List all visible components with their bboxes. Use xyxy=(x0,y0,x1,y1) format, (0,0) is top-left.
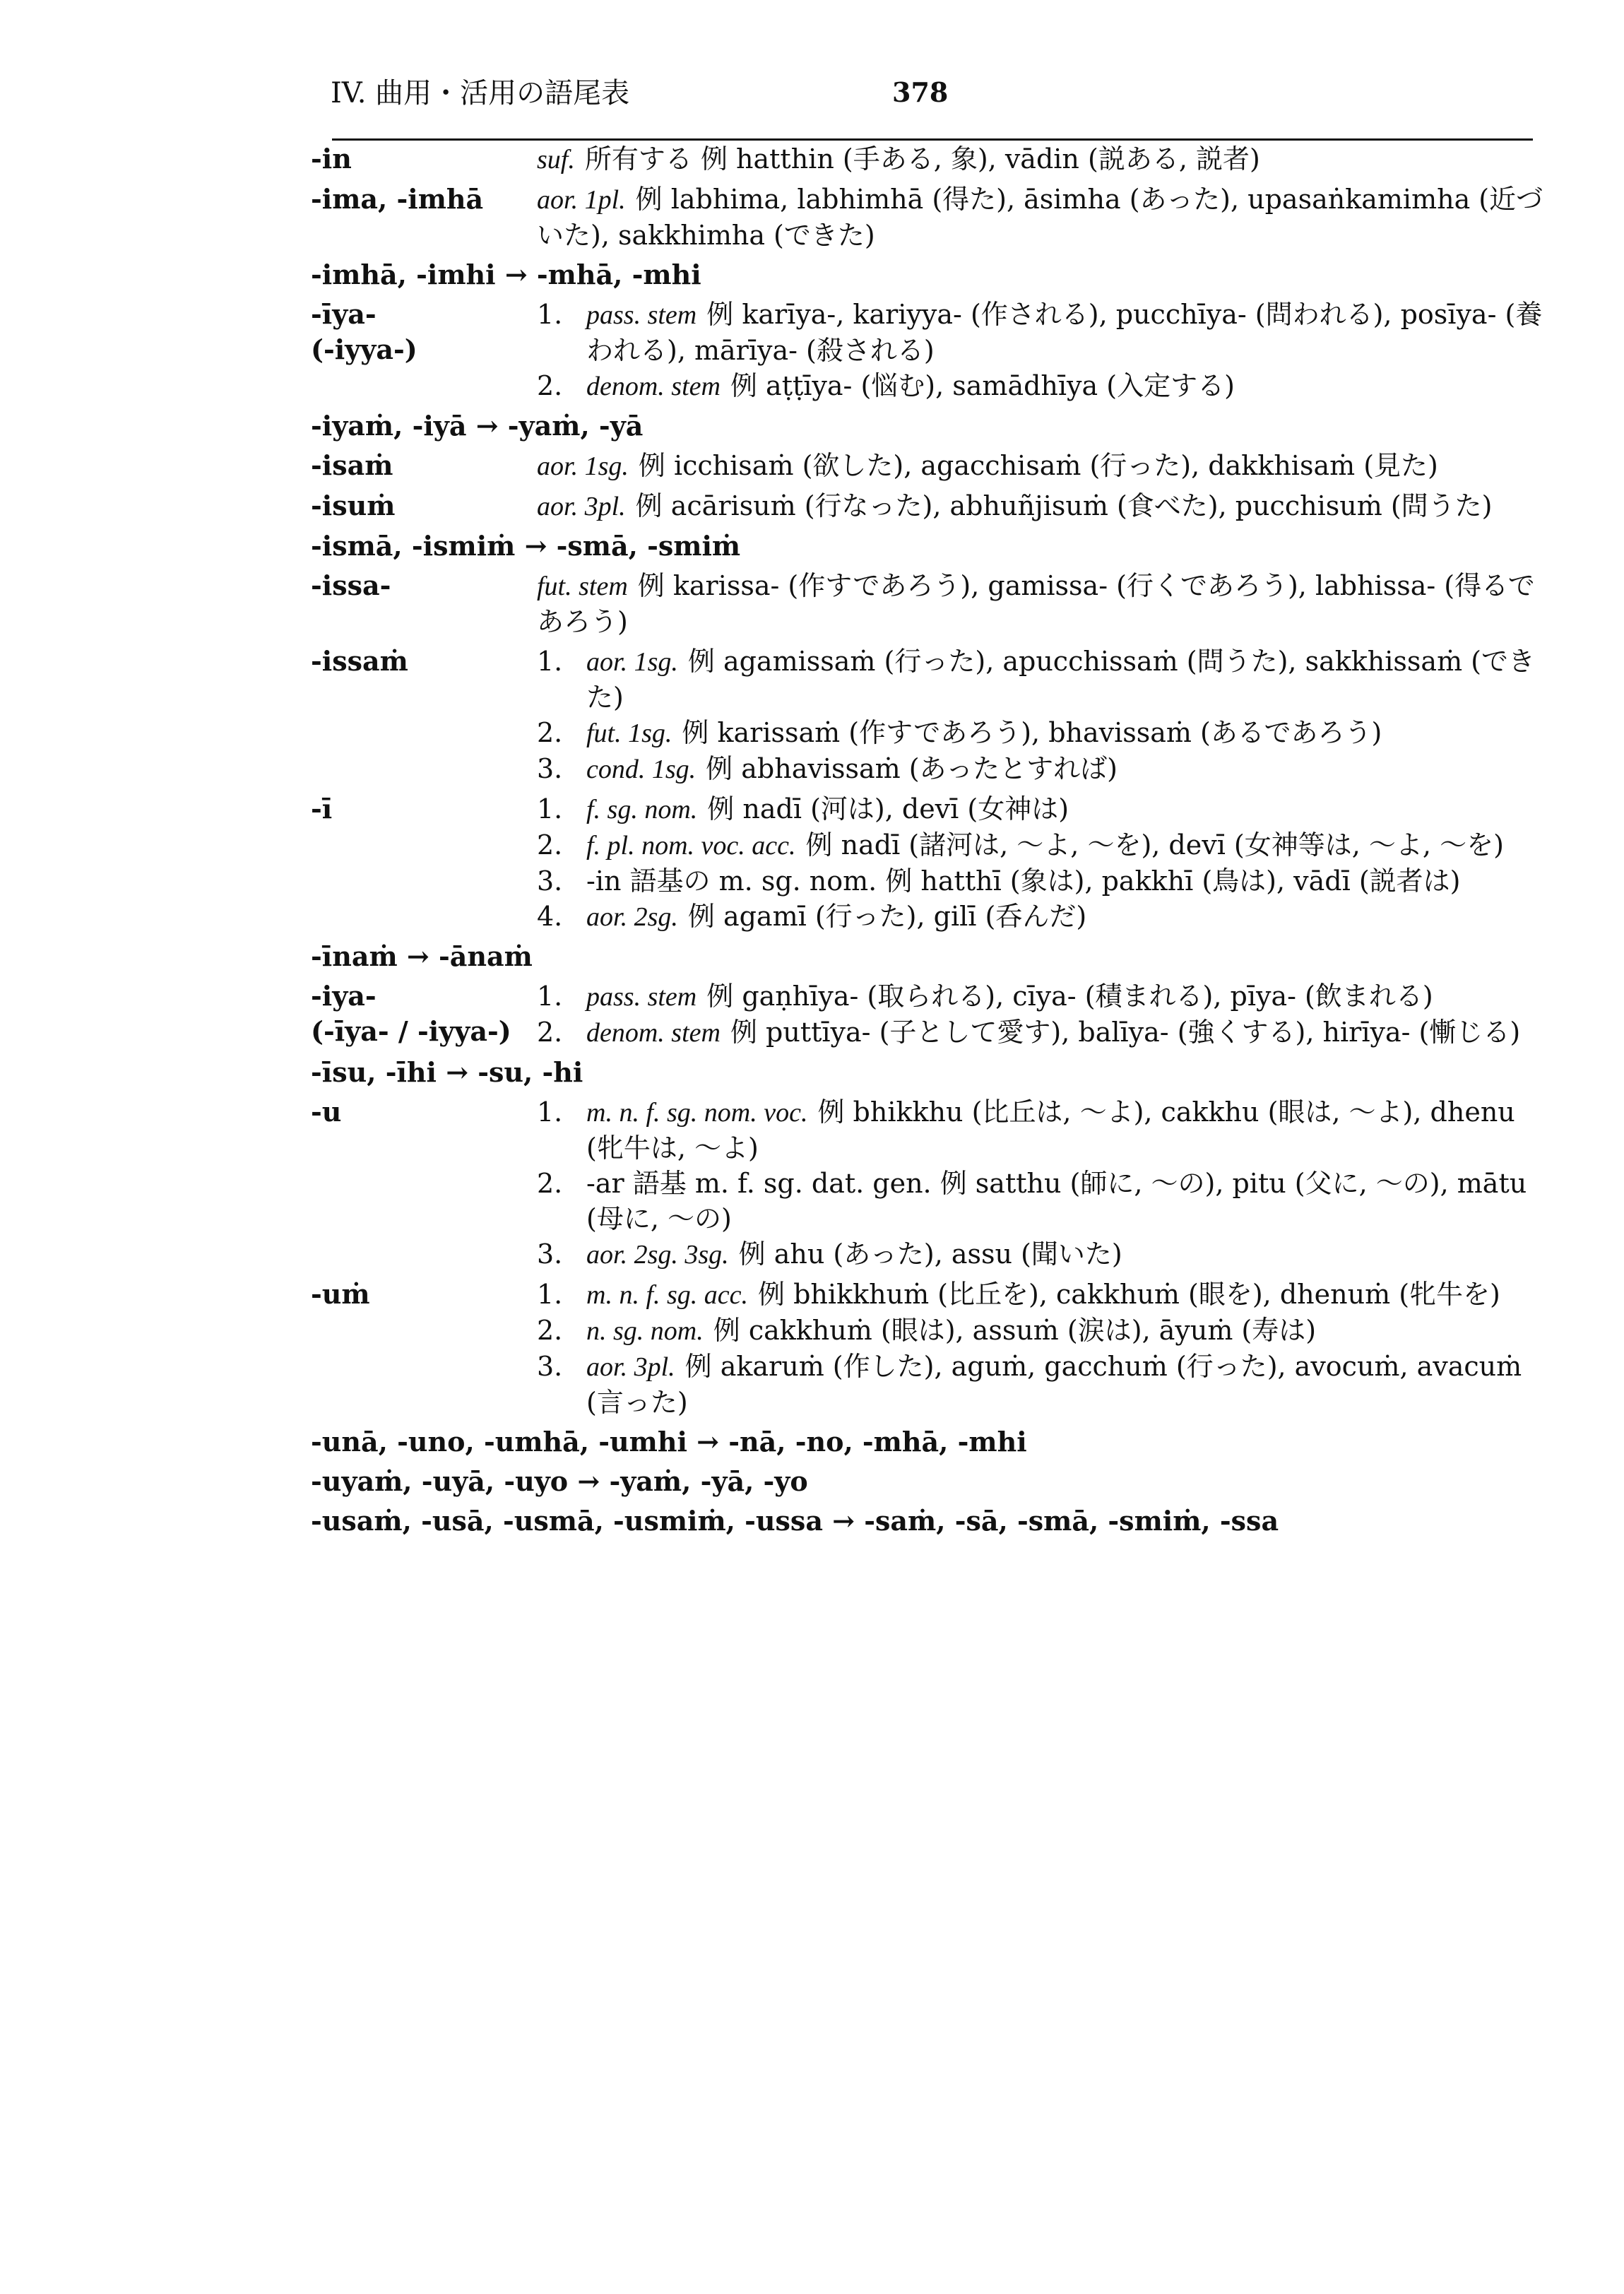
sense-text: 例 gaṇhīya- (取られる), cīya- (積まれる), pīya- (飲まれる) xyxy=(706,981,1433,1012)
grammar-label: fut. stem xyxy=(537,572,628,601)
grammar-label: aor. 1pl. xyxy=(537,185,626,215)
dictionary-entry xyxy=(311,141,1554,177)
sense-number: 3. xyxy=(537,865,563,897)
entry-sense xyxy=(537,827,1554,863)
entry-body xyxy=(537,141,1554,177)
sense-number: 1. xyxy=(537,1096,563,1128)
sense-text: 例 agamissaṁ (行った), apucchissaṁ (問うた), sakkhissaṁ (できた) xyxy=(586,646,1536,713)
entry-headword xyxy=(311,1094,341,1130)
sense-number: 2. xyxy=(537,829,563,861)
sense-text: 例 nadī (河は), devī (女神は) xyxy=(707,793,1069,824)
sense-number: 3. xyxy=(537,1238,563,1270)
grammar-label: suf. xyxy=(537,145,575,175)
entry-headword xyxy=(311,448,393,483)
headword-text: -issa- xyxy=(311,569,391,601)
grammar-label: fut. 1sg. xyxy=(586,719,672,748)
entry-body xyxy=(537,182,1554,253)
sense-text: 例 karissaṁ (作すであろう), bhavissaṁ (あるであろう) xyxy=(682,717,1382,748)
sense-number: 1. xyxy=(537,1279,563,1310)
entry-sense xyxy=(537,863,1554,899)
entry-sense xyxy=(537,141,1554,177)
entry-sense xyxy=(537,568,1554,639)
headword-text: -isuṁ xyxy=(311,490,396,521)
sense-text: 所有する 例 hatthin (手ある, 象), vādin (説ある, 説者) xyxy=(584,143,1260,175)
entry-headword-line: -īnaṁ → -ānaṁ xyxy=(311,940,533,972)
sense-number: 2. xyxy=(537,1017,563,1048)
entry-sense xyxy=(537,791,1554,827)
sense-text: 例 labhima, labhimhā (得た), āsimha (あった), upasaṅkamimha (近づいた), sakkhimha (できた) xyxy=(537,184,1543,251)
sense-number: 1. xyxy=(537,646,563,677)
entry-body xyxy=(537,791,1554,935)
sense-text: 例 ahu (あった), assu (聞いた) xyxy=(738,1238,1122,1270)
dictionary-entry xyxy=(311,644,1554,787)
entry-headword xyxy=(311,182,483,217)
dictionary-entry xyxy=(311,488,1554,524)
headword-text: -ī xyxy=(311,793,333,824)
grammar-label: n. sg. nom. xyxy=(586,1316,704,1346)
grammar-label: denom. stem xyxy=(586,372,721,401)
dictionary-entry xyxy=(311,979,1554,1051)
entry-body xyxy=(537,644,1554,787)
sense-text: -in 語基の m. sg. nom. 例 hatthī (象は), pakkhī (鳥は), vādī (説者は) xyxy=(586,865,1461,897)
dictionary-entry xyxy=(311,1424,1554,1460)
entry-sense xyxy=(537,1349,1554,1420)
grammar-label: pass. stem xyxy=(586,982,697,1012)
sense-text: 例 puttīya- (子として愛す), balīya- (強くする), hirīya- (慚じる) xyxy=(730,1017,1521,1048)
entry-headword-line: -iyaṁ, -iyā → -yaṁ, -yā xyxy=(311,410,644,442)
sense-number: 1. xyxy=(537,793,563,824)
sense-number: 2. xyxy=(537,370,563,401)
dictionary-entry xyxy=(311,1503,1554,1539)
entry-headword-line: -ismā, -ismiṁ → -smā, -smiṁ xyxy=(311,530,741,562)
sense-text: 例 icchisaṁ (欲した), agacchisaṁ (行った), dakkhisaṁ (見た) xyxy=(638,450,1438,481)
grammar-label: m. n. f. sg. nom. voc. xyxy=(586,1098,808,1128)
entry-headword xyxy=(311,1277,370,1312)
headword-variant: (-iyya-) xyxy=(311,333,417,365)
sense-text: 例 akaruṁ (作した), aguṁ, gacchuṁ (行った), avocuṁ, avacuṁ (言った) xyxy=(586,1351,1522,1418)
entry-headword xyxy=(311,979,511,1049)
grammar-label: aor. 2sg. 3sg. xyxy=(586,1240,729,1270)
entry-sense xyxy=(537,1277,1554,1313)
sense-number: 2. xyxy=(537,1168,563,1199)
entry-body xyxy=(537,297,1554,404)
sense-number: 3. xyxy=(537,753,563,784)
entry-headword xyxy=(311,791,332,827)
entry-headword-line: -imhā, -imhi → -mhā, -mhi xyxy=(311,259,701,290)
sense-number: 1. xyxy=(537,299,563,330)
headword-text: -ima, -imhā xyxy=(311,183,484,215)
entry-headword xyxy=(311,488,395,524)
section-title: IV. 曲用・活用の語尾表 xyxy=(331,77,630,110)
entry-body xyxy=(537,1277,1554,1420)
entry-sense xyxy=(537,1015,1554,1051)
headword-text: -u xyxy=(311,1096,342,1128)
grammar-label: aor. 3pl. xyxy=(537,492,626,521)
entry-headword-line: -īsu, -īhi → -su, -hi xyxy=(311,1056,583,1088)
entry-body xyxy=(537,979,1554,1051)
dictionary-entry xyxy=(311,297,1554,404)
page-header xyxy=(331,71,1531,120)
sense-text: 例 abhavissaṁ (あったとすれば) xyxy=(706,753,1118,784)
grammar-label: f. pl. nom. voc. acc. xyxy=(586,831,796,861)
headword-text: -uṁ xyxy=(311,1278,370,1310)
entry-sense xyxy=(537,899,1554,935)
entry-headword xyxy=(311,568,391,603)
entry-list xyxy=(311,141,1554,1543)
headword-text: -isaṁ xyxy=(311,449,393,481)
entry-sense xyxy=(537,1236,1554,1272)
grammar-label: aor. 3pl. xyxy=(586,1352,675,1382)
entry-headword-line: -usaṁ, -usā, -usmā, -usmiṁ, -ussa → -saṁ, -sā, -smā, -smiṁ, -ssa xyxy=(311,1505,1279,1537)
entry-sense xyxy=(537,488,1554,524)
dictionary-entry xyxy=(311,791,1554,935)
grammar-label: cond. 1sg. xyxy=(586,755,697,784)
entry-headword xyxy=(311,297,417,367)
sense-text: 例 cakkhuṁ (眼は), assuṁ (涙は), āyuṁ (寿は) xyxy=(713,1315,1317,1346)
headword-text: -in xyxy=(311,143,352,175)
dictionary-entry xyxy=(311,1094,1554,1272)
dictionary-entry xyxy=(311,1277,1554,1420)
entry-sense xyxy=(537,715,1554,751)
dictionary-entry xyxy=(311,448,1554,484)
entry-gap xyxy=(311,1539,1554,1543)
sense-number: 2. xyxy=(537,1315,563,1346)
entry-body xyxy=(537,1094,1554,1272)
headword-text: -īya- xyxy=(311,298,377,330)
sense-text: 例 bhikkhu (比丘は, ～よ), cakkhu (眼は, ～よ), dhenu (牝牛は, ～よ) xyxy=(586,1096,1515,1164)
sense-number: 4. xyxy=(537,901,563,932)
entry-sense xyxy=(537,1166,1554,1236)
grammar-label: aor. 2sg. xyxy=(586,902,678,932)
sense-number: 2. xyxy=(537,717,563,748)
sense-text: -ar 語基 m. f. sg. dat. gen. 例 satthu (師に, ～の), pitu (父に, ～の), mātu (母に, ～の) xyxy=(586,1168,1527,1234)
grammar-label: m. n. f. sg. acc. xyxy=(586,1280,749,1310)
entry-body xyxy=(537,448,1554,484)
headword-text: -iya- xyxy=(311,980,377,1012)
sense-text: 例 bhikkhuṁ (比丘を), cakkhuṁ (眼を), dhenuṁ (牝牛を) xyxy=(758,1279,1500,1310)
dictionary-entry xyxy=(311,1055,1554,1090)
sense-text: 例 karīya-, kariyya- (作される), pucchīya- (問われる), posīya- (養われる), mārīya- (殺される) xyxy=(586,299,1543,366)
page-number: 378 xyxy=(892,76,949,108)
header-rule xyxy=(332,138,1533,141)
dictionary-entry xyxy=(311,528,1554,564)
entry-sense xyxy=(537,1094,1554,1166)
grammar-label: denom. stem xyxy=(586,1018,721,1048)
dictionary-entry xyxy=(311,1464,1554,1499)
entry-sense xyxy=(537,1313,1554,1349)
sense-number: 1. xyxy=(537,981,563,1012)
entry-headword-line: -uyaṁ, -uyā, -uyo → -yaṁ, -yā, -yo xyxy=(311,1465,808,1497)
dictionary-entry xyxy=(311,939,1554,974)
entry-headword xyxy=(311,644,408,679)
entry-headword xyxy=(311,141,352,177)
grammar-label: pass. stem xyxy=(586,300,697,330)
headword-variant: (-īya- / -iyya-) xyxy=(311,1015,511,1047)
sense-text: 例 agamī (行った), gilī (呑んだ) xyxy=(687,901,1087,932)
grammar-label: aor. 1sg. xyxy=(586,647,678,677)
sense-text: 例 nadī (諸河は, ～よ, ～を), devī (女神等は, ～よ, ～を) xyxy=(805,829,1504,861)
entry-sense xyxy=(537,644,1554,715)
entry-sense xyxy=(537,751,1554,787)
entry-sense xyxy=(537,448,1554,484)
sense-text: 例 karissa- (作すであろう), gamissa- (行くであろう), labhissa- (得るであろう) xyxy=(537,570,1535,637)
dictionary-entry xyxy=(311,568,1554,639)
sense-number: 3. xyxy=(537,1351,563,1382)
headword-text: -issaṁ xyxy=(311,645,408,677)
entry-headword-line: -unā, -uno, -umhā, -umhi → -nā, -no, -mhā, -mhi xyxy=(311,1426,1027,1458)
dictionary-entry xyxy=(311,182,1554,253)
entry-sense xyxy=(537,368,1554,404)
grammar-label: aor. 1sg. xyxy=(537,451,629,481)
entry-body xyxy=(537,488,1554,524)
entry-sense xyxy=(537,979,1554,1015)
entry-body xyxy=(537,568,1554,639)
sense-text: 例 acārisuṁ (行なった), abhuñjisuṁ (食べた), pucchisuṁ (問うた) xyxy=(635,490,1493,521)
grammar-label: f. sg. nom. xyxy=(586,795,698,824)
entry-sense xyxy=(537,297,1554,368)
sense-text: 例 aṭṭīya- (悩む), samādhīya (入定する) xyxy=(730,370,1235,401)
dictionary-entry xyxy=(311,408,1554,444)
entry-sense xyxy=(537,182,1554,253)
dictionary-entry xyxy=(311,257,1554,292)
